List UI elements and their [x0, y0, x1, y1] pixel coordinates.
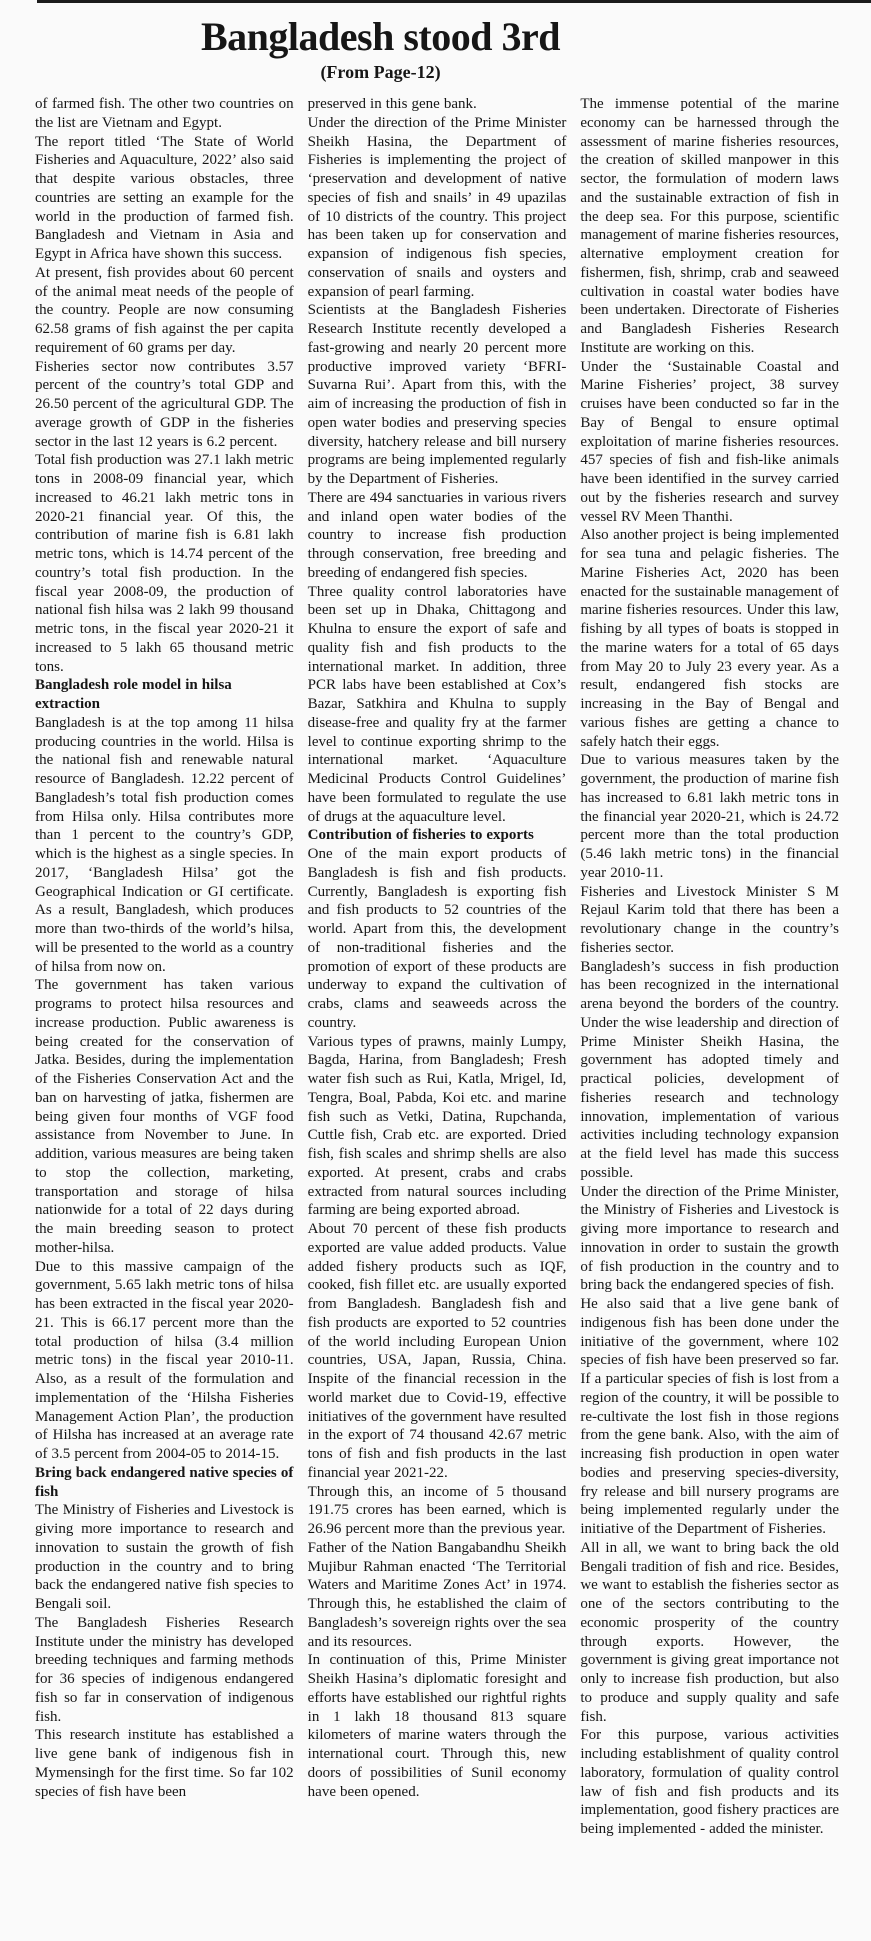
paragraph: For this purpose, various activities including establishment of quality control laboratory, formulation of quality control law of fish and fish products and its implementation, good fishery practices are being implemented - added the minister.: [580, 1727, 840, 1837]
paragraph: Bangladesh’s success in fish production has been recognized in the international arena beyond the borders of the country. Under the wise leadership and direction of Prime Minister Sheikh Hasina, the government has adopted timely and practical policies, development of fisheries research and technology innovation, implementation of various activities including technology expansion at the field level has made this success possible.: [580, 958, 840, 1181]
paragraph: He also said that a live gene bank of indigenous fish has been done under the initiative of the government, where 102 species of fish have been preserved so far. If a particular species of fish is lost from a region of the country, it will be possible to re-cultivate the lost fish in those regions from the gene bank. Also, with the aim of increasing fish production in open water bodies and preserving species-diversity, fry release and bill nursery programs are being implemented regularly under the initiative of the Department of Fisheries.: [580, 1296, 840, 1537]
paragraph: Under the direction of the Prime Minister, the Ministry of Fisheries and Livestock is giving more importance to research and innovation in order to sustain the growth of fish production in the country and to bring back the endangered species of fish.: [580, 1183, 840, 1294]
paragraph: In continuation of this, Prime Minister Sheikh Hasina’s diplomatic foresight and efforts have established our rightful rights in 1 lakh 18 thousand 813 square kilometers of marine waters through the international court. Through this, new doors of possibilities of Sunil economy have been opened.: [307, 1652, 567, 1800]
article-header: [0, 0, 871, 83]
paragraph: Father of the Nation Bangabandhu Sheikh Mujibur Rahman enacted ‘The Territorial Waters and Maritime Zones Act’ in 1974. Through this, he established the claim of Bangladesh’s sovereign rights over the sea and its resources.: [307, 1539, 567, 1650]
article-body: [0, 83, 871, 1839]
paragraph: At present, fish provides about 60 percent of the animal meat needs of the people of the country. People are now consuming 62.58 grams of fish against the per capita requirement of 60 grams per day.: [35, 264, 294, 356]
paragraph: The Ministry of Fisheries and Livestock is giving more importance to research and innovation to sustain the growth of fish production in the country and to bring back the endangered native fish species to Bengali soil.: [35, 1502, 294, 1612]
paragraph: Scientists at the Bangladesh Fisheries Research Institute recently developed a fast-growing and nearly 20 percent more productive improved variety ‘BFRI-Suvarna Rui’. Apart from this, with the aim of increasing the production of fish in open water bodies and preserving species diversity, hatchery release and bill nursery programs are being implemented regularly by the Department of Fisheries.: [307, 302, 567, 487]
paragraph: Total fish production was 27.1 lakh metric tons in 2008-09 financial year, which increased to 46.21 lakh metric tons in 2020-21 financial year. Of this, the contribution of marine fish is 6.81 lakh metric tons, which is 14.74 percent of the country’s total fish production. In the fiscal year 2008-09, the production of national fish hilsa was 2 lakh 99 thousand metric tons, in the fiscal year 2020-21 it increased to 5 lakh 65 thousand metric tons.: [35, 452, 294, 675]
column-2: [308, 95, 567, 1839]
paragraph: Various types of prawns, mainly Lumpy, Bagda, Harina, from Bangladesh; Fresh water fish such as Rui, Katla, Mrigel, Id, Tengra, Boal, Pabda, Koi etc. and marine fish such as Vetki, Datina, Rupchanda, Cuttle fish, Crab etc. are exported. Dried fish, fish scales and shrimp shells are also exported. At present, crabs and crabs extracted from natural sources including farming are being exported abroad.: [307, 1033, 567, 1219]
column-3: [580, 95, 839, 1839]
article-title: Bangladesh stood 3rd: [201, 14, 560, 59]
paragraph: Fisheries sector now contributes 3.57 percent of the country’s total GDP and 26.50 percent of the agricultural GDP. The average growth of GDP in the fisheries sector in the last 12 years is 6.2 percent.: [35, 358, 294, 450]
paragraph: The immense potential of the marine economy can be harnessed through the assessment of marine fisheries resources, the creation of skilled manpower in this sector, the formulation of modern laws and the sustainable extraction of fish in the deep sea. For this purpose, scientific management of marine fisheries resources, alternative employment creation for fishermen, fish, shrimp, crab and seaweed cultivation in coastal water bodies have been undertaken. Directorate of Fisheries and Bangladesh Fisheries Research Institute are working on this.: [580, 96, 840, 356]
paragraph: Under the ‘Sustainable Coastal and Marine Fisheries’ project, 38 survey cruises have been conducted so far in the Bay of Bengal to ensure optimal exploitation of marine fisheries resources. 457 species of fish and fish-like animals have been identified in the survey carried out by the fisheries research and survey vessel RV Meen Thanthi.: [580, 358, 840, 525]
paragraph: Bangladesh is at the top among 11 hilsa producing countries in the world. Hilsa is the national fish and renewable natural resource of Bangladesh. 12.22 percent of Bangladesh’s total fish production comes from Hilsa only. Hilsa contributes more than 1 percent to the country’s GDP, which is the highest as a single species. In 2017, ‘Bangladesh Hilsa’ got the Geographical Indication or GI certificate. As a result, Bangladesh, which produces more than two-thirds of the world’s hilsa, will be presented to the world as a country of hilsa from now on.: [35, 714, 294, 975]
paragraph: of farmed fish. The other two countries on the list are Vietnam and Egypt.: [35, 96, 294, 131]
paragraph: preserved in this gene bank.: [307, 96, 477, 112]
paragraph: Due to various measures taken by the government, the production of marine fish has increased to 6.81 lakh metric tons in the financial year 2020-21, which is 24.72 percent more than the total production (5.46 lakh metric tons) in the financial year 2010-11.: [580, 752, 840, 881]
column-1: [35, 95, 294, 1839]
paragraph: The report titled ‘The State of World Fisheries and Aquaculture, 2022’ also said that despite various obstacles, three countries are setting an example for the world in the production of farmed fish. Bangladesh and Vietnam in Asia and Egypt in Africa have shown this success.: [35, 133, 294, 262]
paragraph: The government has taken various programs to protect hilsa resources and increase production. Public awareness is being created for the conservation of Jatka. Besides, during the implementation of the Fisheries Conservation Act and the ban on harvesting of jatka, fishermen are being given four months of VGF food assistance from November to June. In addition, various measures are being taken to stop the collection, marketing, transportation and storage of hilsa nationwide for a total of 22 days during the main breeding season to protect mother-hilsa.: [35, 977, 294, 1256]
paragraph: Also another project is being implemented for sea tuna and pelagic fisheries. The Marine Fisheries Act, 2020 has been enacted for the sustainable management of marine fisheries resources. Under this law, fishing by all types of boats is stopped in the marine waters for a total of 65 days from May 20 to July 23 every year. As a result, endangered fish stocks are increasing in the Bay of Bengal and various fishes are getting a chance to safely hatch their eggs.: [580, 527, 840, 750]
paragraph: Under the direction of the Prime Minister Sheikh Hasina, the Department of Fisheries is implementing the project of ‘preservation and development of native species of fish and snails’ in 49 upazilas of 10 districts of the country. This project has been taken up for conservation and expansion of indigenous fish species, conservation of snails and oysters and expansion of pearl farming.: [307, 114, 567, 300]
paragraph: There are 494 sanctuaries in various rivers and inland open water bodies of the country to increase fish production through conservation, free breeding and breeding of endangered fish species.: [307, 489, 567, 581]
paragraph: Three quality control laboratories have been set up in Dhaka, Chittagong and Khulna to ensure the export of safe and quality fish and fish products to the international market. In addition, three PCR labs have been established at Cox’s Bazar, Satkhira and Khulna to supply disease-free and quality fry at the farmer level to continue exporting shrimp to the international market. ‘Aquaculture Medicinal Products Control Guidelines’ have been formulated to regulate the use of drugs at the aquaculture level.: [307, 583, 567, 825]
paragraph: The Bangladesh Fisheries Research Institute under the ministry has developed breeding techniques and farming methods for 36 species of indigenous endangered fish so far in conservation of indigenous fish.: [35, 1614, 294, 1725]
section-heading: Bring back endangered native species of fish: [35, 1464, 294, 1500]
section-heading: Bangladesh role model in hilsa extraction: [35, 677, 232, 712]
paragraph: About 70 percent of these fish products exported are value added products. Value added fishery products such as IQF, cooked, fish fillet etc. are usually exported from Bangladesh. Bangladesh fish and fish products are exported to 52 countries of the world including European Union countries, USA, Japan, Russia, China. Inspite of the financial recession in the world market due to Covid-19, effective initiatives of the government have resulted in the export of 74 thousand 42.67 metric tons of fish and fish products in the last financial year 2021-22.: [307, 1221, 567, 1481]
top-rule-divider: [37, 0, 871, 3]
paragraph: Due to this massive campaign of the government, 5.65 lakh metric tons of hilsa has been extracted in the fiscal year 2020-21. This is 66.17 percent more than the total production of hilsa (3.4 million metric tons) in the fiscal year 2010-11. Also, as a result of the formulation and implementation of the ‘Hilsha Fisheries Management Action Plan’, the production of Hilsha has increased at an average rate of 3.5 percent from 2004-05 to 2014-15.: [35, 1258, 294, 1462]
section-heading: Contribution of fisheries to exports: [307, 827, 534, 844]
paragraph: One of the main export products of Bangladesh is fish and fish products. Currently, Bangladesh is exporting fish and fish products to 52 countries of the world. Apart from this, the development of non-traditional fisheries and the promotion of export of these products are underway to expand the cultivation of crabs, clams and seaweeds across the country.: [307, 846, 567, 1031]
paragraph: All in all, we want to bring back the old Bengali tradition of fish and rice. Besides, we want to establish the fisheries sector as one of the sectors contributing to the economic prosperity of the country through exports. However, the government is giving great importance not only to increase fish production, but also to produce and supply quality and safe fish.: [580, 1539, 840, 1725]
article-subtitle: (From Page-12): [320, 62, 441, 82]
paragraph: Fisheries and Livestock Minister S M Rejaul Karim told that there has been a revolutionary change in the country’s fisheries sector.: [580, 883, 840, 956]
paragraph: This research institute has established a live gene bank of indigenous fish in Mymensingh for the first time. So far 102 species of fish have been: [35, 1727, 294, 1800]
paragraph: Through this, an income of 5 thousand 191.75 crores has been earned, which is 26.96 percent more than the previous year.: [307, 1483, 567, 1537]
